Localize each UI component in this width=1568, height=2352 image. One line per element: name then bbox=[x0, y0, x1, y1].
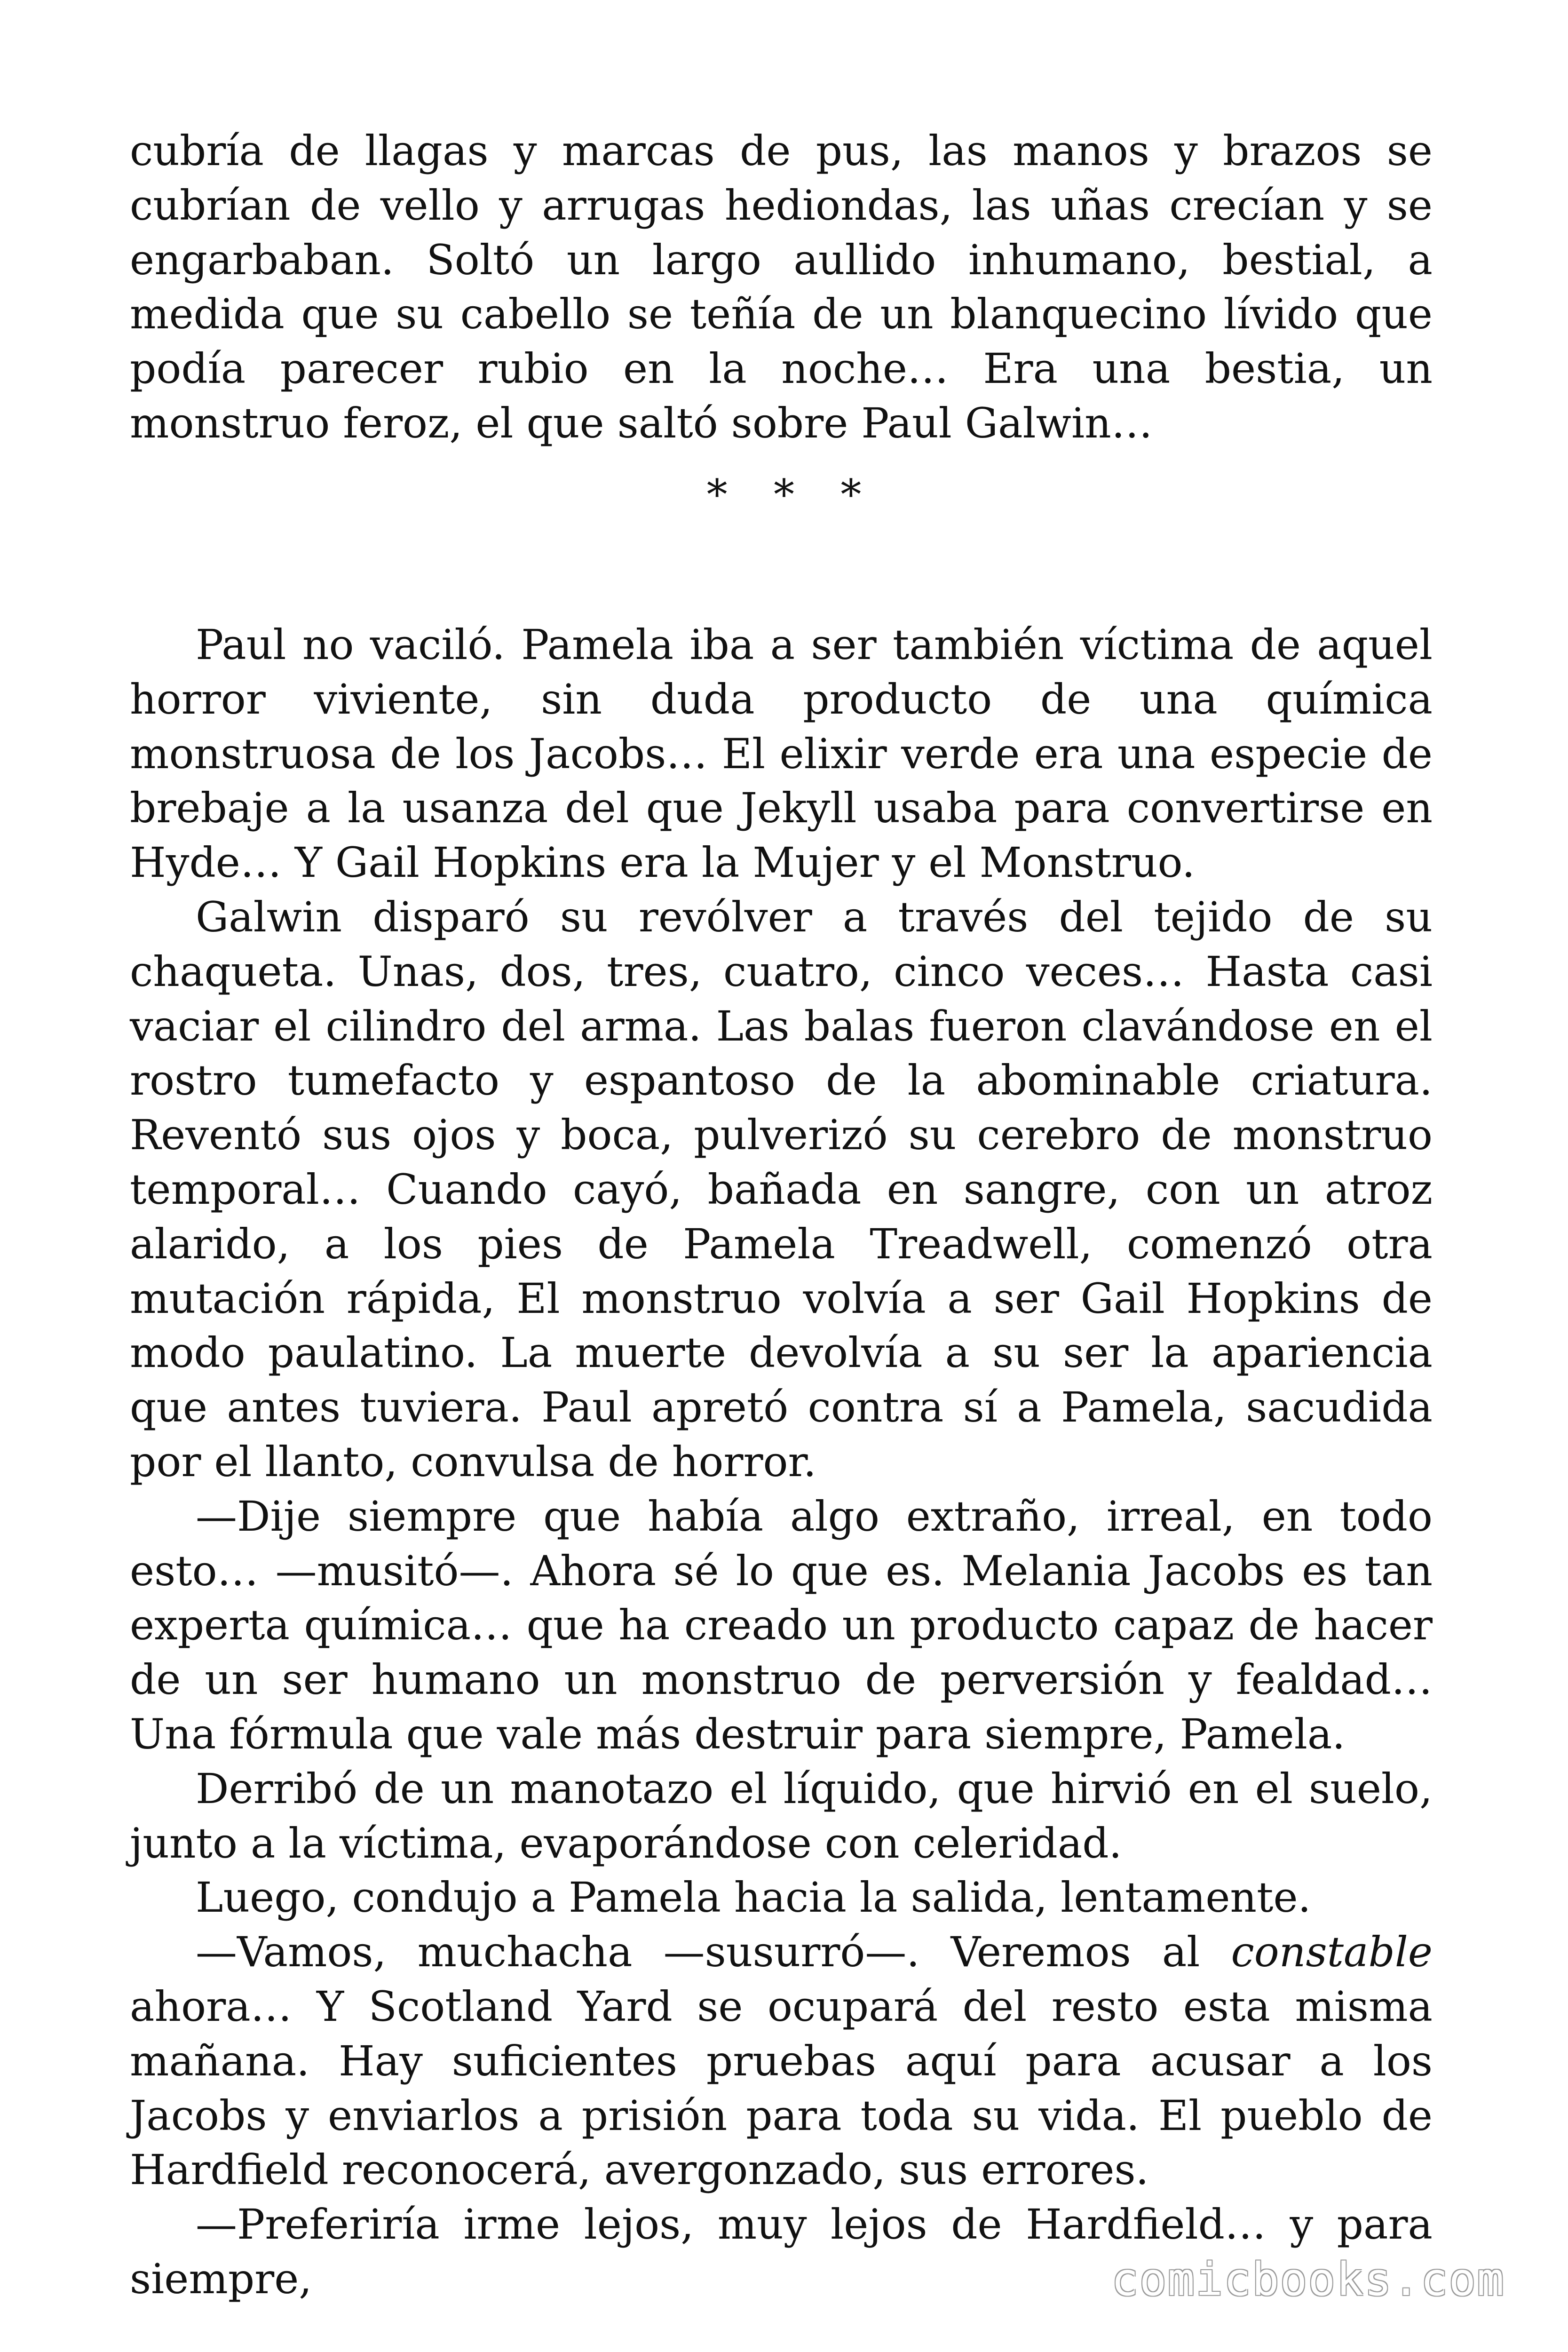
text-block-main bbox=[130, 618, 1433, 2306]
watermark-logo: comicbooks.com bbox=[1111, 2253, 1505, 2306]
paragraph-last: —Preferiría irme lejos, muy lejos de Hardfield… y para siempre, bbox=[130, 2200, 1433, 2303]
paragraph: Derribó de un manotazo el líquido, que hirvió en el suelo, junto a la víctima, evaporándose con celeridad. bbox=[130, 1764, 1433, 1867]
paragraph: Paul no vaciló. Pamela iba a ser también víctima de aquel horror viviente, sin duda producto de una química monstruosa de los Jacobs… El elixir verde era una especie de brebaje a la usanza del que Jekyll usaba para convertirse en Hyde… Y Gail Hopkins era la Mujer y el Monstruo. bbox=[130, 620, 1433, 887]
paragraph: —Dije siempre que había algo extraño, irreal, en todo esto… —musitó—. Ahora sé lo que es. Melania Jacobs es tan experta química… que ha creado un producto capaz de hacer de un ser humano un monstruo de perversión y fealdad… Una fórmula que vale más destruir para siempre, Pamela. bbox=[130, 1492, 1433, 1758]
text-block-top bbox=[130, 124, 1433, 451]
dialogue-paragraph bbox=[130, 1925, 1433, 2197]
italic-word: constable bbox=[1231, 1928, 1433, 1977]
section-separator: * * * bbox=[706, 470, 878, 519]
dialogue-text-after: ahora… Y Scotland Yard se ocupará del resto esta misma mañana. Hay suficientes pruebas aquí para acusar a los Jacobs y enviarlos a prisión para toda su vida. El pueblo de Hardfield reconocerá, avergonzado, sus errores. bbox=[130, 1982, 1433, 2194]
paragraph: Galwin disparó su revólver a través del tejido de su chaqueta. Unas, dos, tres, cuatro, cinco veces… Hasta casi vaciar el cilindro del arma. Las balas fueron clavándose en el rostro tumefacto y espantoso de la abominable criatura. Reventó sus ojos y boca, pulverizó su cerebro de monstruo temporal… Cuando cayó, bañada en sangre, con un atroz alarido, a los pies de Pamela Treadwell, comenzó otra mutación rápida, El monstruo volvía a ser Gail Hopkins de modo paulatino. La muerte devolvía a su ser la apariencia que antes tuviera. Paul apretó contra sí a Pamela, sacudida por el llanto, convulsa de horror. bbox=[130, 892, 1433, 1486]
dialogue-text-before: —Vamos, muchacha —susurró—. Veremos al bbox=[196, 1928, 1231, 1977]
paragraph-continuation: cubría de llagas y marcas de pus, las manos y brazos se cubrían de vello y arrugas hediondas, las uñas crecían y se engarbaban. Soltó un largo aullido inhumano, bestial, a medida que su cabello se teñía de un blanquecino lívido que podía parecer rubio en la noche… Era una bestia, un monstruo feroz, el que saltó sobre Paul Galwin… bbox=[130, 127, 1433, 447]
paragraph: Luego, condujo a Pamela hacia la salida, lentamente. bbox=[196, 1873, 1311, 1922]
